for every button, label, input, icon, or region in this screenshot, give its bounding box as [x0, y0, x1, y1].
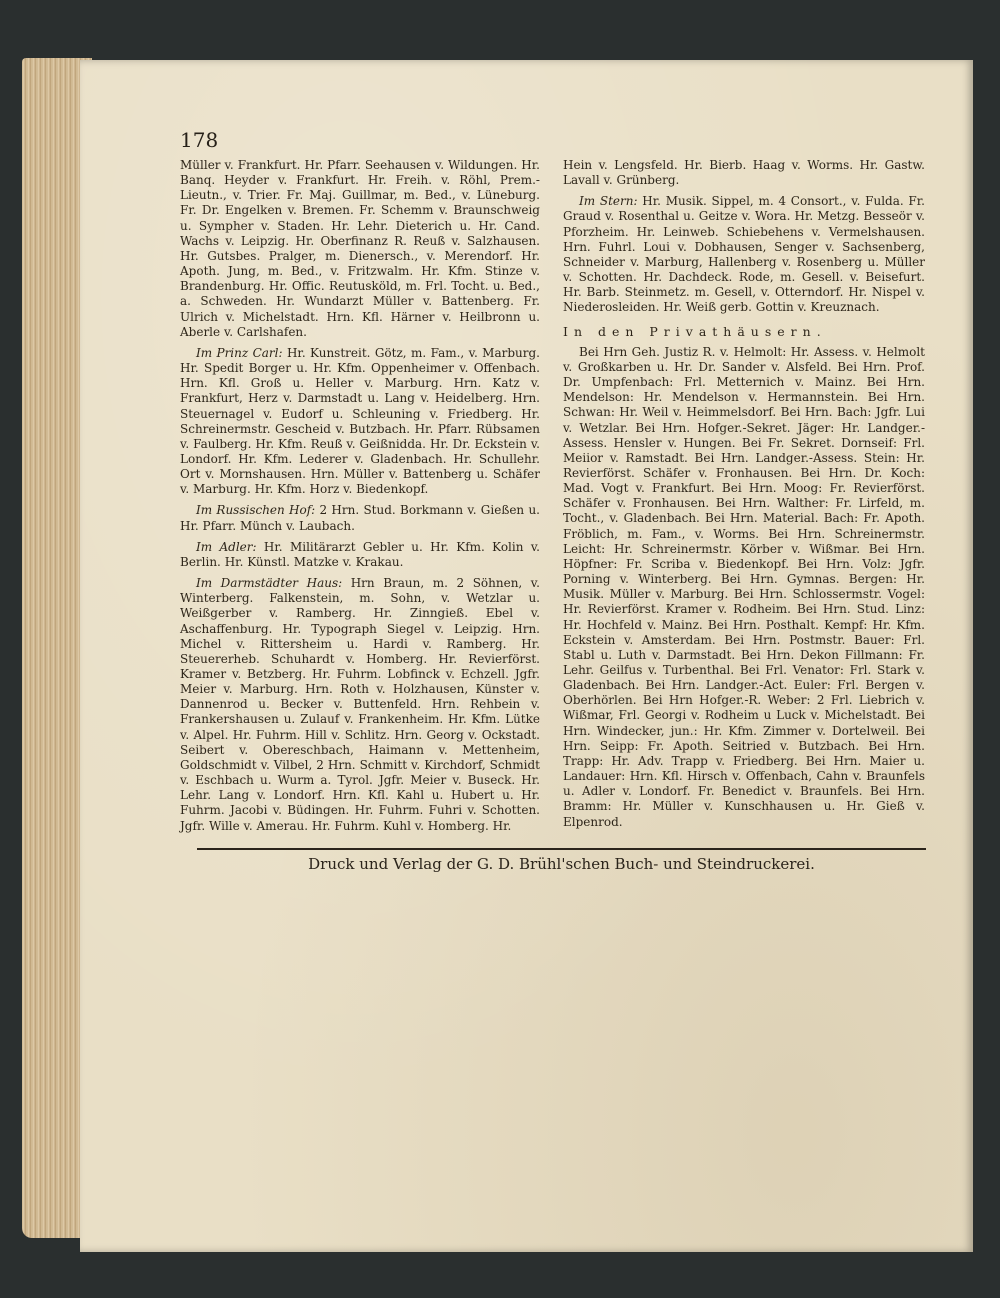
guest-list: 2 Hrn. Stud. Borkmann v. Gießen u. Hr. Pfarr. Münch v. Laubach.	[180, 503, 540, 533]
section-heading: In den Privathäusern.	[563, 323, 827, 339]
guest-list: Hr. Kunstreit. Götz, m. Fam., v. Marburg. Hr. Spedit Borger u. Hr. Kfm. Oppenheimer v. Offenbach. Hrn. Kfl. Groß u. Heller v. Marburg. Hrn. Katz v. Frankfurt, Herz v. Darmstadt u. Lang v. Heidelberg. Hrn. Steuernagel v. Eudorf u. Schleuning v. Friedberg. Hr. Schreinermstr. Gescheid v. Butzbach. Hr. Pfarr. Rübsamen v. Faulberg. Hr. Kfm. Reuß v. Geißnidda. Hr. Dr. Eckstein v. Londorf. Hr. Kfm. Lederer v. Gladenbach. Hr. Schullehr. Ort v. Mornshausen. Hrn. Müller v. Battenberg u. Schäfer v. Marburg. Hr. Kfm. Horz v. Biedenkopf.	[180, 345, 540, 497]
page-number: 178	[180, 128, 219, 152]
hotel-name: Im Stern:	[579, 194, 638, 209]
hotel-name: Im Russischen Hof:	[196, 503, 316, 518]
guest-list: Hr. Militärarzt Gebler u. Hr. Kfm. Kolin v. Berlin. Hr. Künstl. Matzke v. Krakau.	[180, 539, 540, 569]
hotel-name: Im Darmstädter Haus:	[196, 576, 343, 591]
guest-entry	[563, 194, 925, 315]
hotel-name: Im Prinz Carl:	[196, 345, 283, 360]
private-houses-list: Bei Hrn Geh. Justiz R. v. Helmolt: Hr. Assess. v. Helmolt v. Großkarben u. Hr. Dr. Sander v. Alsfeld. Bei Hrn. Prof. Dr. Umpfenbach: Frl. Metternich v. Mainz. Bei Hrn. Mendelson: Hr. Mendelson v. Hermannstein. Bei Hrn. Schwan: Hr. Weil v. Heimmelsdorf. Bei Hrn. Bach: Jgfr. Lui v. Wetzlar. Bei Hrn. Hofger.-Sekret. Jäger: Hr. Landger.-Assess. Hensler v. Hungen. Bei Fr. Sekret. Dornseif: Frl. Meiior v. Ramstadt. Bei Hrn. Landger.-Assess. Stein: Hr. Revierförst. Schäfer v. Fronhausen. Bei Hrn. Dr. Koch: Mad. Vogt v. Frankfurt. Bei Hrn. Moog: Fr. Revierförst. Schäfer v. Fronhausen. Bei Hrn. Walther: Fr. Lirfeld, m. Tocht., v. Gladenbach. Bei Hrn. Material. Bach: Fr. Apoth. Fröblich, m. Fam., v. Worms. Bei Hrn. Schreinermstr. Leicht: Hr. Schreinermstr. Körber v. Wißmar. Bei Hrn. Höpfner: Fr. Scriba v. Biedenkopf. Bei Hrn. Volz: Jgfr. Porning v. Winterberg. Bei Hrn. Gymnas. Bergen: Hr. Musik. Müller v. Marburg. Bei Hrn. Schlossermstr. Vogel: Hr. Revierförst. Kramer v. Rodheim. Bei Hrn. Stud. Linz: Hr. Hochfeld v. Mainz. Bei Hrn. Posthalt. Kempf: Hr. Kfm. Eckstein v. Amsterdam. Bei Hrn. Postmstr. Bauer: Frl. Stabl u. Luth v. Darmstadt. Bei Hrn. Dekon Fillmann: Fr. Lehr. Geilfus v. Turbenthal. Bei Frl. Venator: Frl. Stark v. Gladenbach. Bei Hrn. Landger.-Act. Euler: Frl. Bergen v. Oberhörlen. Bei Hrn Hofger.-R. Weber: 2 Frl. Liebrich v. Wißmar, Frl. Georgi v. Rodheim u Luck v. Michelstadt. Bei Hrn. Windecker, jun.: Hr. Kfm. Zimmer v. Dortelweil. Bei Hrn. Seipp: Fr. Apoth. Seitried v. Butzbach. Bei Hrn. Trapp: Hr. Adv. Trapp v. Friedberg. Bei Hrn. Maier u. Landauer: Hrn. Kfl. Hirsch v. Offenbach, Cahn v. Braunfels u. Adler v. Londorf. Fr. Benedict v. Braunfels. Bei Hrn. Bramm: Hr. Müller v. Kunschhausen u. Hr. Gieß v. Elpenrod.	[563, 344, 925, 829]
guest-entry	[180, 503, 540, 533]
printer-imprint: Druck und Verlag der G. D. Brühl'schen Buch- und Steindruckerei.	[308, 855, 815, 873]
guest-list: Hrn Braun, m. 2 Söhnen, v. Winterberg. Falkenstein, m. Sohn, v. Wetzlar u. Weißgerber v. Ramberg. Hr. Zinngieß. Ebel v. Aschaffenburg. Hr. Typograph Siegel v. Leipzig. Hrn. Michel v. Rittersheim u. Hardi v. Ramberg. Hr. Steuererheb. Schuhardt v. Homberg. Hr. Revierförst. Kramer v. Betzberg. Hr. Fuhrm. Lobfinck v. Echzell. Jgfr. Meier v. Marburg. Hrn. Roth v. Holzhausen, Künster v. Dannenrod u. Becker v. Buttenfeld. Hrn. Rehbein v. Frankershausen u. Zulauf v. Frankenheim. Hr. Kfm. Lütke v. Alpel. Hr. Fuhrm. Hill v. Schlitz. Hrn. Georg v. Ockstadt. Seibert v. Obereschbach, Haimann v. Mettenheim, Goldschmidt v. Vilbel, 2 Hrn. Schmitt v. Kirchdorf, Schmidt v. Eschbach u. Wurm a. Tyrol. Jgfr. Meier v. Buseck. Hr. Lehr. Lang v. Londorf. Hrn. Kfl. Kahl u. Hubert u. Hr. Fuhrm. Jacobi v. Büdingen. Hr. Fuhrm. Fuhri v. Schotten. Jgfr. Wille v. Amerau. Hr. Fuhrm. Kuhl v. Homberg. Hr.	[180, 576, 540, 833]
guest-list: Hr. Musik. Sippel, m. 4 Consort., v. Fulda. Fr. Graud v. Rosenthal u. Geitze v. Wora. Hr. Metzg. Besseör v. Pforzheim. Hr. Leinweb. Schiebehens v. Vermelshausen. Hrn. Fuhrl. Loui v. Dobhausen, Senger v. Sachsenberg, Schneider v. Marburg, Hallenberg v. Rosenberg u. Müller v. Schotten. Hr. Dachdeck. Rode, m. Gesell. v. Beisefurt. Hr. Barb. Steinmetz. m. Gesell, v. Otterndorf. Hr. Nispel v. Niederosleiden. Hr. Weiß gerb. Gottin v. Kreuznach.	[563, 194, 925, 315]
right-text-column	[563, 158, 925, 830]
hotel-name: Im Adler:	[196, 539, 257, 554]
guest-entry	[180, 576, 540, 834]
right-column-opening: Hein v. Lengsfeld. Hr. Bierb. Haag v. Worms. Hr. Gastw. Lavall v. Grünberg.	[563, 158, 925, 188]
guest-entry	[180, 346, 540, 498]
guest-entry	[180, 540, 540, 570]
footer-rule	[197, 848, 926, 850]
left-text-column	[180, 158, 540, 834]
left-column-opening: Müller v. Frankfurt. Hr. Pfarr. Seehausen v. Wildungen. Hr. Banq. Heyder v. Frankfurt. Hr. Freih. v. Röhl, Prem.-Lieutn., v. Trier. Fr. Maj. Guillmar, m. Bed., v. Lüneburg. Fr. Dr. Engelken v. Bremen. Fr. Schemm v. Braunschweig u. Sympher v. Staden. Hr. Lehr. Dieterich u. Hr. Cand. Wachs v. Leipzig. Hr. Oberfinanz R. Reuß v. Salzhausen. Hr. Gutsbes. Pralger, m. Dienersch., v. Merendorf. Hr. Apoth. Jung, m. Bed., v. Fritzwalm. Hr. Kfm. Stinze v. Brandenburg. Hr. Offic. Reutusköld, m. Frl. Tocht. u. Bed., a. Schweden. Hr. Wundarzt Müller v. Battenberg. Fr. Ulrich v. Michelstadt. Hrn. Kfl. Härner v. Heilbronn u. Aberle v. Carlshafen.	[180, 158, 540, 339]
